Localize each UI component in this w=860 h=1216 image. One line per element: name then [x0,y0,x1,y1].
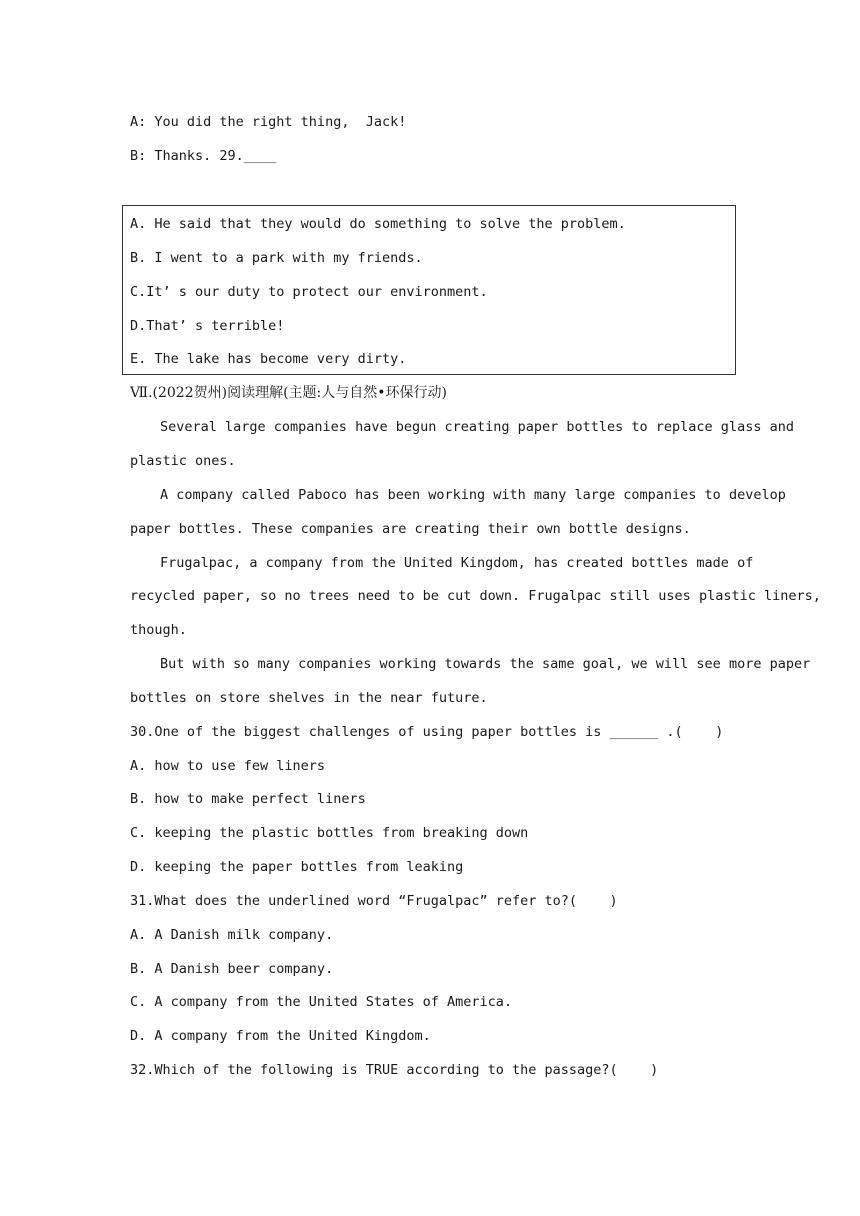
dialogue-line-a: A: You did the right thing, Jack! [130,114,407,130]
question-31-option-a: A. A Danish milk company. [130,927,334,943]
question-30-stem: 30.One of the biggest challenges of using paper bottles is ______ .( ) [130,724,724,740]
passage-line: recycled paper, so no trees need to be cut down. Frugalpac still uses plastic liners, [130,588,821,604]
question-31-stem: 31.What does the underlined word “Frugalpac” refer to?( ) [130,893,618,909]
option-b: B. I went to a park with my friends. [130,250,423,266]
passage-line: bottles on store shelves in the near future. [130,690,488,706]
option-d: D.That’ s terrible! [130,318,285,334]
option-a: A. He said that they would do something to solve the problem. [130,216,626,232]
question-32-stem: 32.Which of the following is TRUE according to the passage?( ) [130,1062,659,1078]
question-30-option-a: A. how to use few liners [130,758,326,774]
passage-line: But with so many companies working towards the same goal, we will see more paper [160,656,811,672]
dialogue-line-b: B: Thanks. 29.____ [130,148,277,164]
option-e: E. The lake has become very dirty. [130,351,407,367]
question-31-option-b: B. A Danish beer company. [130,961,334,977]
question-30-option-c: C. keeping the plastic bottles from breaking down [130,825,529,841]
passage-line: Several large companies have begun creating paper bottles to replace glass and [160,419,794,435]
option-c: C.It’ s our duty to protect our environment. [130,284,488,300]
passage-line: A company called Paboco has been working with many large companies to develop [160,487,786,503]
passage-line: though. [130,622,187,638]
question-30-option-b: B. how to make perfect liners [130,791,366,807]
section-heading: Ⅶ.(2022贺州)阅读理解(主题:人与自然•环保行动) [130,385,447,401]
passage-line: plastic ones. [130,453,236,469]
question-30-option-d: D. keeping the paper bottles from leaking [130,859,464,875]
passage-line: Frugalpac, a company from the United Kingdom, has created bottles made of [160,555,754,571]
options-box [122,205,736,375]
question-31-option-c: C. A company from the United States of America. [130,994,513,1010]
question-31-option-d: D. A company from the United Kingdom. [130,1028,431,1044]
passage-line: paper bottles. These companies are creating their own bottle designs. [130,521,691,537]
